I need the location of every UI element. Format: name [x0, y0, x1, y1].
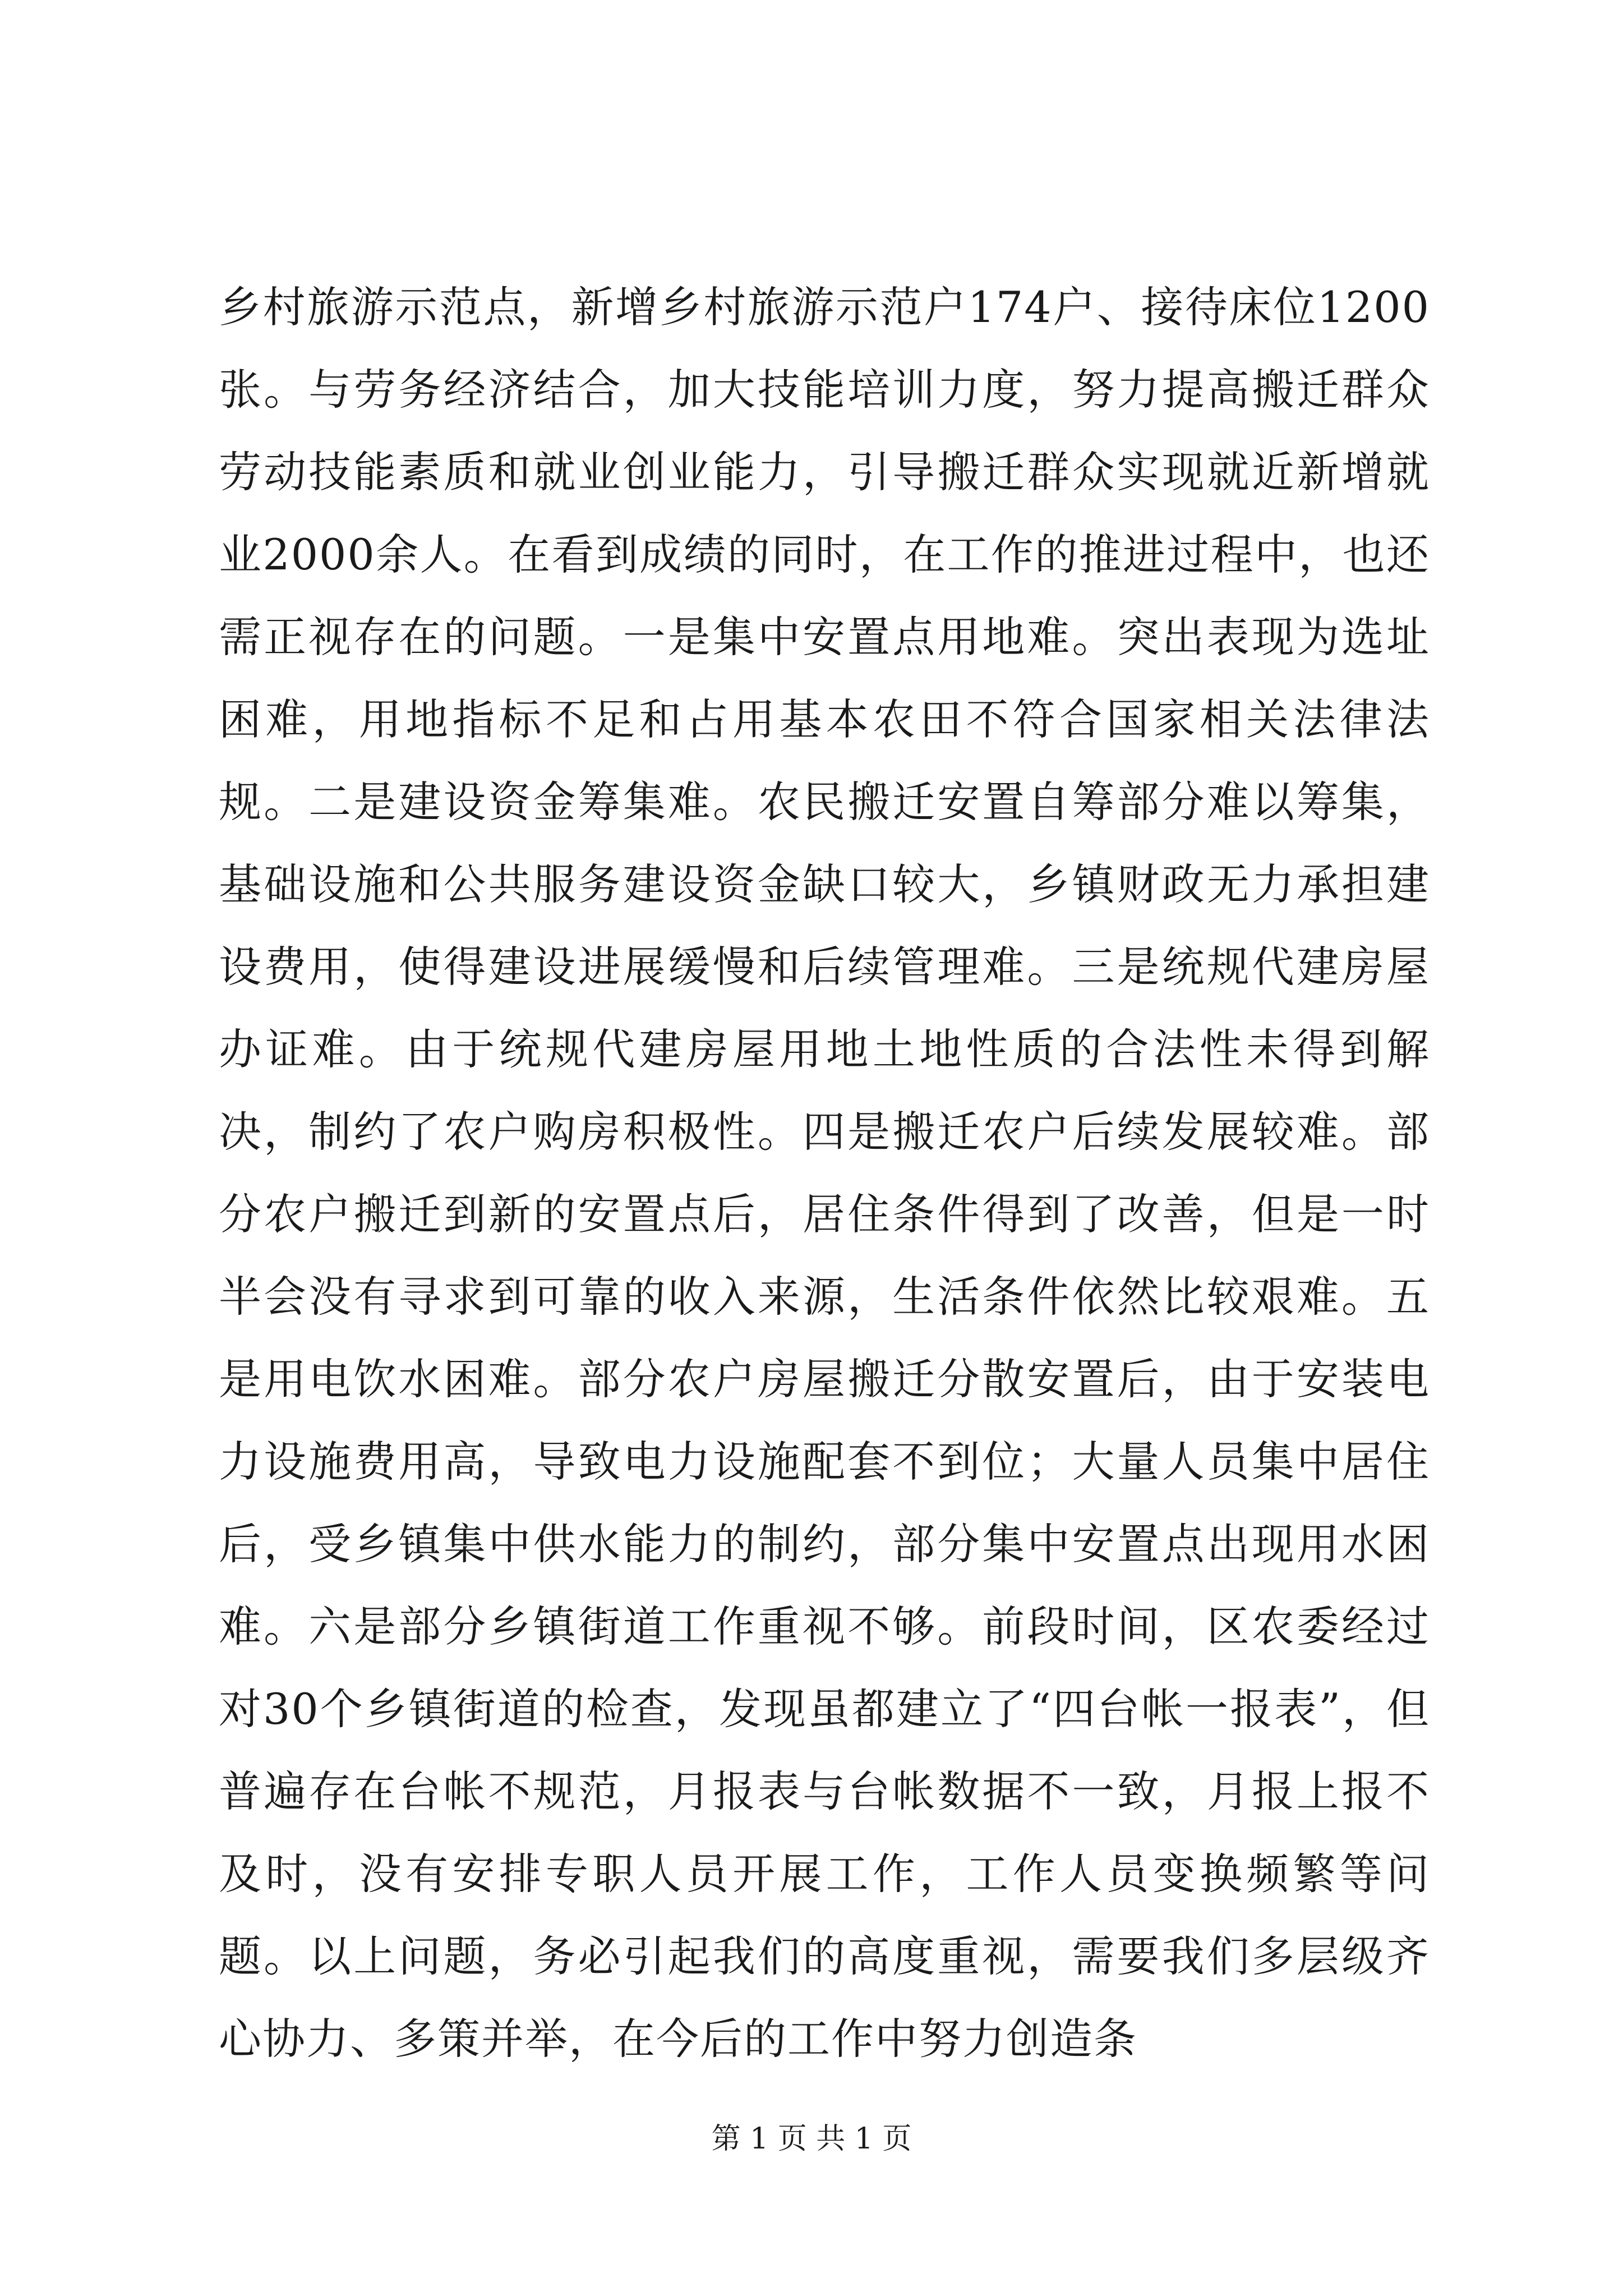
page-footer: 第 1 页 共 1 页 — [711, 2122, 912, 2156]
body-paragraph: 乡村旅游示范点，新增乡村旅游示范户174户、接待床位1200张。与劳务经济结合，加大技能培训力度，努力提高搬迁群众劳动技能素质和就业创业能力，引导搬迁群众实现就近新增就业2000余人。在看到成绩的同时，在工作的推进过程中，也还需正视存在的问题。一是集中安置点用地难。突出表现为选址困难，用地指标不足和占用基本农田不符合国家相关法律法规。二是建设资金筹集难。农民搬迁安置自筹部分难以筹集，基础设施和公共服务建设资金缺口较大，乡镇财政无力承担建设费用，使得建设进展缓慢和后续管理难。三是统规代建房屋办证难。由于统规代建房屋用地土地性质的合法性未得到解决，制约了农户购房积极性。四是搬迁农户后续发展较难。部分农户搬迁到新的安置点后，居住条件得到了改善，但是一时半会没有寻求到可靠的收入来源，生活条件依然比较艰难。五是用电饮水困难。部分农户房屋搬迁分散安置后，由于安装电力设施费用高，导致电力设施配套不到位；大量人员集中居住后，受乡镇集中供水能力的制约，部分集中安置点出现用水困难。六是部分乡镇街道工作重视不够。前段时间，区农委经过对30个乡镇街道的检查，发现虽都建立了“四台帐一报表”，但普遍存在台帐不规范，月报表与台帐数据不一致，月报上报不及时，没有安排专职人员开展工作，工作人员变换频繁等问题。以上问题，务必引起我们的高度重视，需要我们多层级齐心协力、多策并举，在今后的工作中努力创造条 — [219, 282, 1430, 2064]
